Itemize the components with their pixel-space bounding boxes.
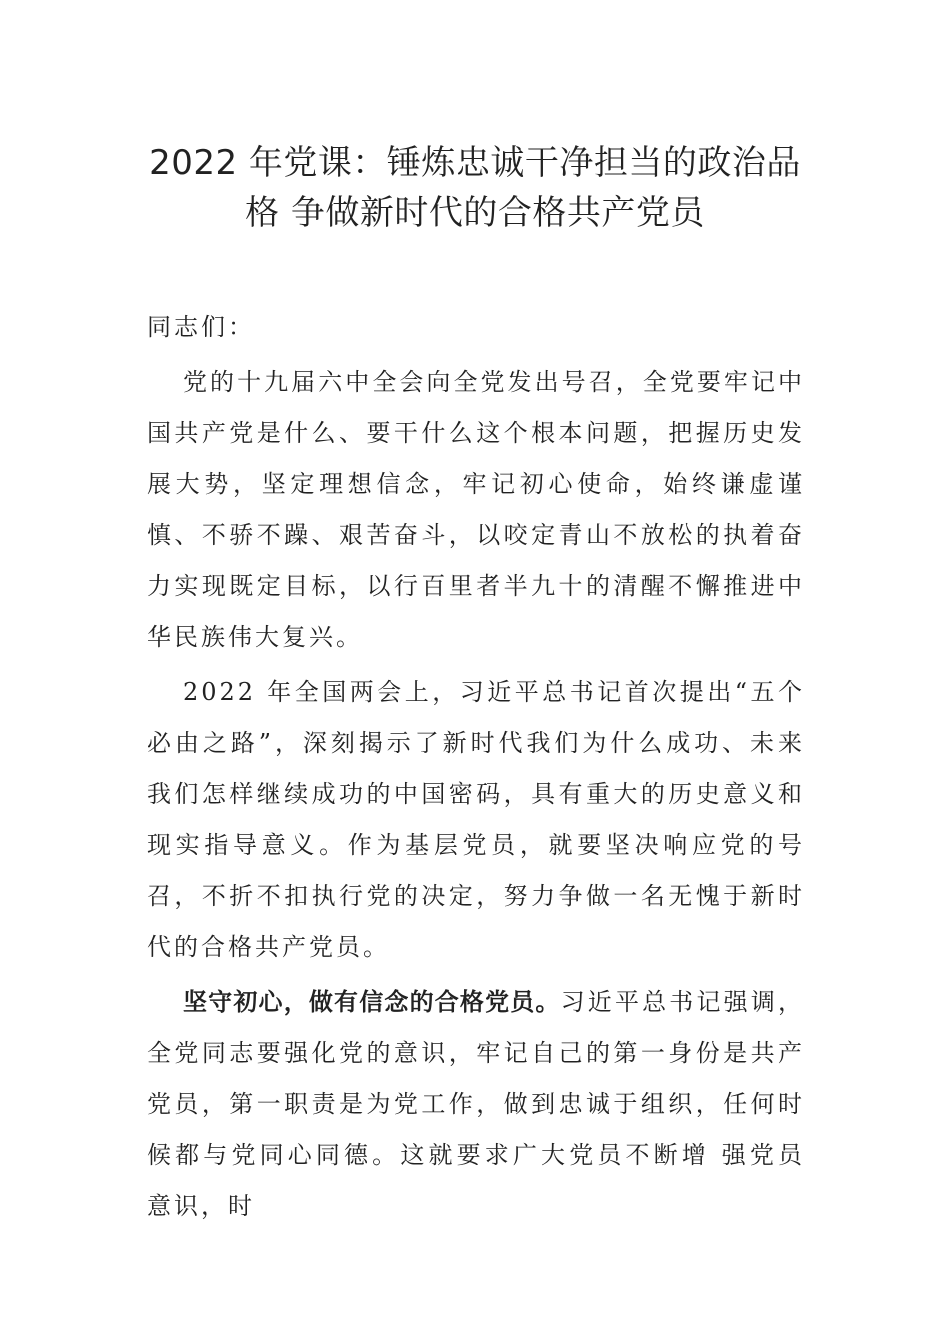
title-line-1: 2022 年党课：锤炼忠诚干净担当的政治品 xyxy=(149,143,801,183)
paragraph-1: 党的十九届六中全会向全党发出号召，全党要牢记中国共产党是什么、要干什么这个根本问题，把握历史发展大势，坚定理想信念，牢记初心使命，始终谦虚谨慎、不骄不躁、艰苦奋斗，以咬定青山不放松的执着奋力实现既定目标，以行百里者半九十的清醒不懈推进中华民族伟大复兴。 xyxy=(147,368,805,651)
paragraph-3 xyxy=(147,977,805,1232)
salutation: 同志们： xyxy=(147,313,255,341)
document-body xyxy=(147,302,805,1236)
paragraph-3-text: 习近平总书记强调，全党同志要强化党的意识，牢记自己的第一身份是共产党员，第一职责是为党工作，做到忠诚于组织，任何时候都与党同心同德。这就要求广大党员不断增 强党员意识，时 xyxy=(147,988,806,1220)
document-title xyxy=(140,138,810,238)
paragraph-3-heading: 坚守初心，做有信念的合格党员。 xyxy=(183,988,561,1016)
title-line-2: 格 争做新时代的合格共产党员 xyxy=(245,193,705,233)
paragraph-2: 2022 年全国两会上，习近平总书记首次提出“五个必由之路”，深刻揭示了新时代我们为什么成功、未来我们怎样继续成功的中国密码，具有重大的历史意义和现实指导意义。作为基层党员，就要坚决响应党的号召，不折不扣执行党的决定，努力争做一名无愧于新时代的合格共产党员。 xyxy=(147,678,805,961)
